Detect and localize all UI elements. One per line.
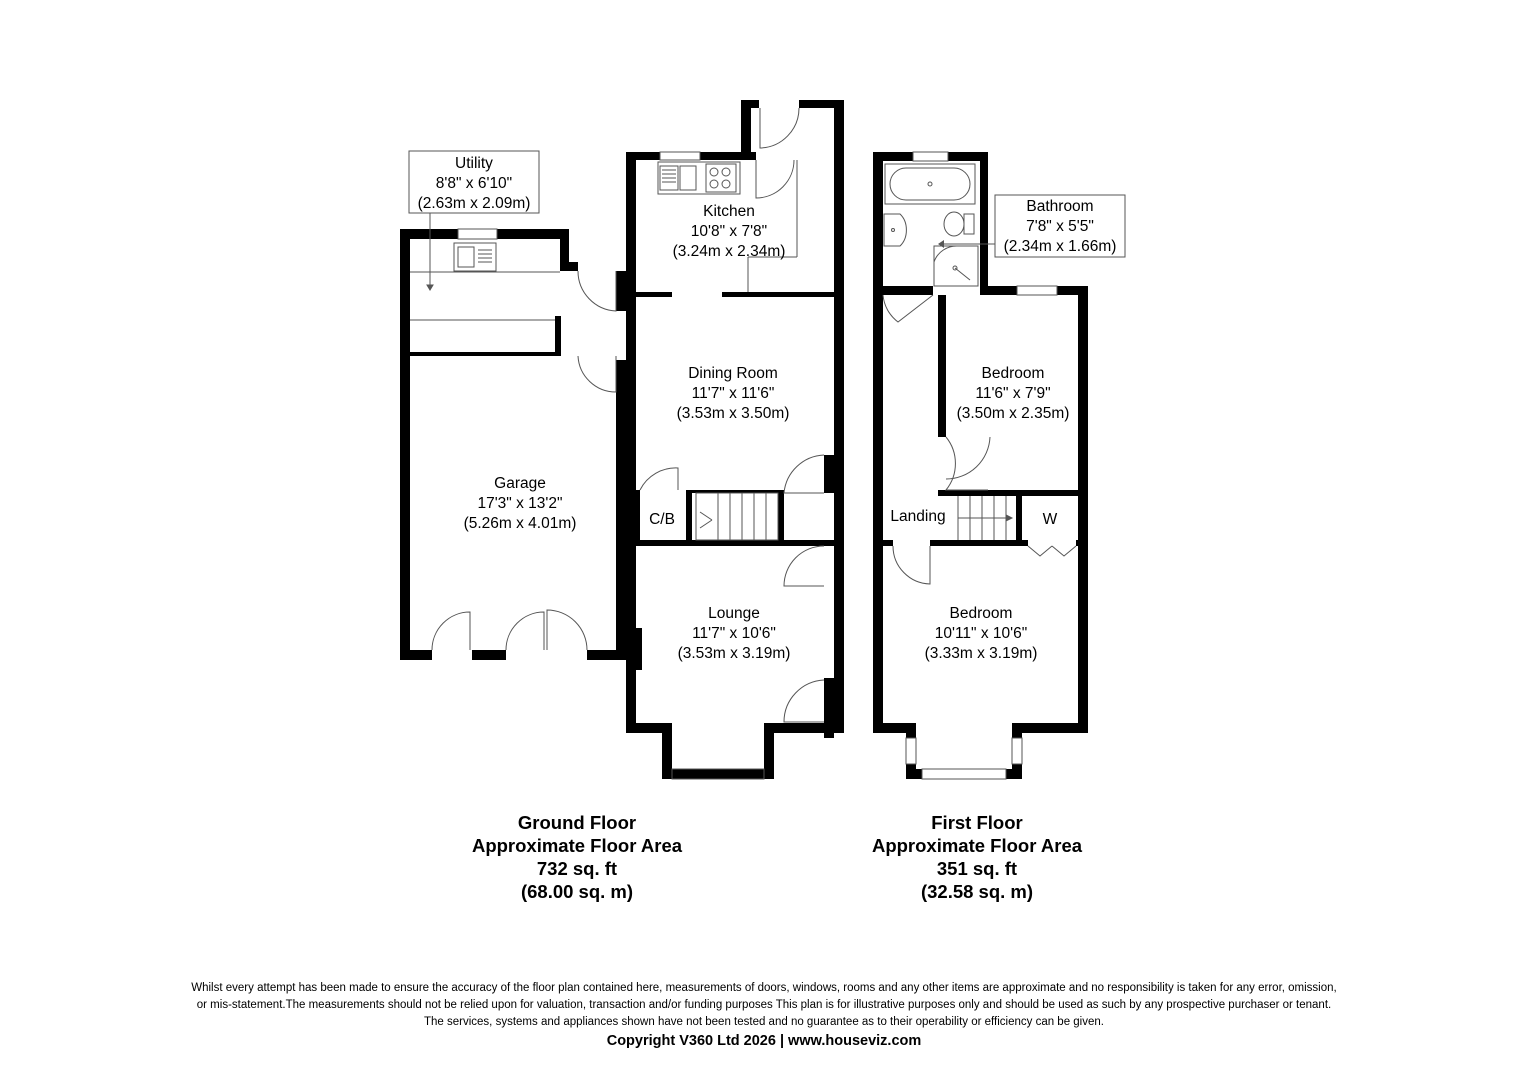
garage-dim-imperial: 17'3" x 13'2" bbox=[477, 495, 563, 512]
disclaimer bbox=[0, 980, 1528, 1051]
first-floor-name: First Floor bbox=[931, 812, 1023, 833]
disclaimer-line-1: Whilst every attempt has been made to ensure the accuracy of the floor plan contained here, measurements of doors, windows, rooms and any other items are approximate and no responsibility is taken for any error, omission, bbox=[191, 982, 1337, 994]
lounge-name: Lounge bbox=[708, 605, 760, 622]
first-floor-area-label: Approximate Floor Area bbox=[871, 835, 1083, 856]
garage-dim-metric: (5.26m x 4.01m) bbox=[463, 515, 577, 532]
bathroom-dim-imperial: 7'8" x 5'5" bbox=[1026, 218, 1094, 235]
kitchen-dim-metric: (3.24m x 2.34m) bbox=[672, 243, 786, 260]
main-house-walls bbox=[626, 100, 844, 779]
landing-label: Landing bbox=[890, 508, 946, 525]
lounge-dim-imperial: 11'7" x 10'6" bbox=[692, 625, 776, 642]
copyright: Copyright V360 Ltd 2026 | www.houseviz.com bbox=[606, 1033, 922, 1049]
first-stairs bbox=[958, 496, 1012, 540]
kitchen-name: Kitchen bbox=[703, 203, 755, 220]
bedroom1-name: Bedroom bbox=[949, 605, 1013, 622]
ground-floor-name: Ground Floor bbox=[517, 812, 637, 833]
ground-stairs bbox=[696, 493, 778, 540]
ground-floor-area-sqm: (68.00 sq. m) bbox=[520, 881, 634, 902]
bedroom2-dim-metric: (3.50m x 2.35m) bbox=[956, 405, 1070, 422]
garage-name: Garage bbox=[494, 475, 546, 492]
ground-floor-area-sqft: 732 sq. ft bbox=[536, 858, 618, 879]
bedroom1-dim-imperial: 10'11" x 10'6" bbox=[934, 625, 1028, 642]
wardrobe-label: W bbox=[1042, 511, 1058, 528]
first-floor-area-sqft: 351 sq. ft bbox=[936, 858, 1018, 879]
bedroom2-dim-imperial: 11'6" x 7'9" bbox=[975, 385, 1051, 402]
ground-floor-summary bbox=[427, 811, 727, 903]
lounge-dim-metric: (3.53m x 3.19m) bbox=[677, 645, 791, 662]
utility-name: Utility bbox=[455, 155, 493, 172]
bathroom-fittings bbox=[884, 164, 978, 286]
dining-name: Dining Room bbox=[688, 365, 778, 382]
bathroom-dim-metric: (2.34m x 1.66m) bbox=[1003, 238, 1117, 255]
dining-dim-imperial: 11'7" x 11'6" bbox=[691, 385, 775, 402]
utility-fittings bbox=[410, 210, 560, 320]
bathroom-name: Bathroom bbox=[1026, 198, 1094, 215]
first-floor-area-sqm: (32.58 sq. m) bbox=[920, 881, 1034, 902]
ground-floor-area-label: Approximate Floor Area bbox=[471, 835, 683, 856]
utility-dim-metric: (2.63m x 2.09m) bbox=[417, 195, 531, 212]
bedroom2-name: Bedroom bbox=[981, 365, 1045, 382]
disclaimer-line-3: The services, systems and appliances shown have not been tested and no guarantee as to their operability or efficiency can be given. bbox=[424, 1016, 1104, 1028]
dining-dim-metric: (3.53m x 3.50m) bbox=[676, 405, 790, 422]
bedroom1-dim-metric: (3.33m x 3.19m) bbox=[924, 645, 1038, 662]
kitchen-dim-imperial: 10'8" x 7'8" bbox=[690, 223, 768, 240]
cb-label: C/B bbox=[649, 511, 675, 528]
garage-utility-walls bbox=[400, 229, 627, 660]
disclaimer-line-2: or mis-statement.The measurements should not be relied upon for valuation, transaction and/or funding purposes This plan is for illustrative purposes only and should be used as such by any prospective purchaser or tenant. bbox=[196, 999, 1332, 1011]
utility-dim-imperial: 8'8" x 6'10" bbox=[435, 175, 513, 192]
first-floor-summary bbox=[827, 811, 1127, 903]
